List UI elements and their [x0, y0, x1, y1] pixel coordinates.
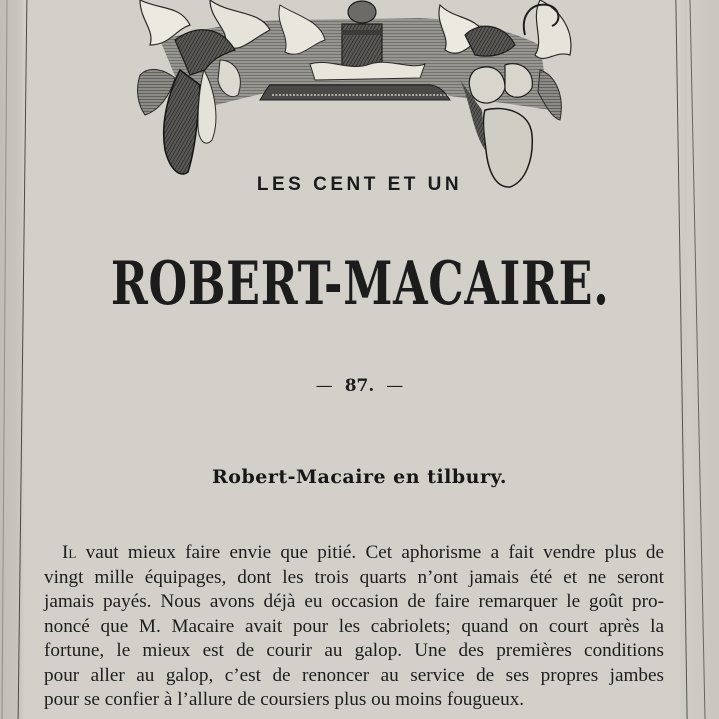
chapter-number — [0, 376, 719, 396]
engraved-vignette-illustration — [120, 0, 580, 190]
text-line: jamais payés. Nous avons déjà eu occasion de faire remarquer le goût pro- — [44, 591, 664, 612]
text-line: pour se confier à l’allure de coursiers plus ou moins fougueux. — [44, 689, 525, 710]
dropcap: I — [62, 542, 69, 563]
text-line — [44, 541, 664, 566]
text-line: fortune, le mieux est de courir au galop. Une des premières conditions — [44, 640, 664, 661]
text-line-content: vaut mieux faire envie que pitié. Cet aphorisme a fait vendre plus de — [76, 542, 664, 563]
chapter-title: Robert-Macaire en tilbury. — [212, 466, 507, 488]
chapter-number-value: 87. — [344, 376, 375, 396]
main-title: ROBERT-MACAIRE. — [110, 249, 610, 319]
dropcap-rest: l — [68, 542, 77, 563]
series-title: LES CENT ET UN — [256, 174, 463, 195]
body-paragraph — [44, 541, 664, 713]
text-line: pour aller au galop, c’est de renoncer au service de ses propres jambes — [44, 664, 664, 686]
text-line: noncé que M. Macaire avait pour les cabriolets; quand on court après la — [44, 615, 664, 637]
dash-left: — — [315, 376, 333, 396]
text-line: vingt mille équipages, dont les trois quarts n’ont jamais été et ne seront — [44, 566, 664, 588]
dash-right: — — [386, 376, 404, 396]
